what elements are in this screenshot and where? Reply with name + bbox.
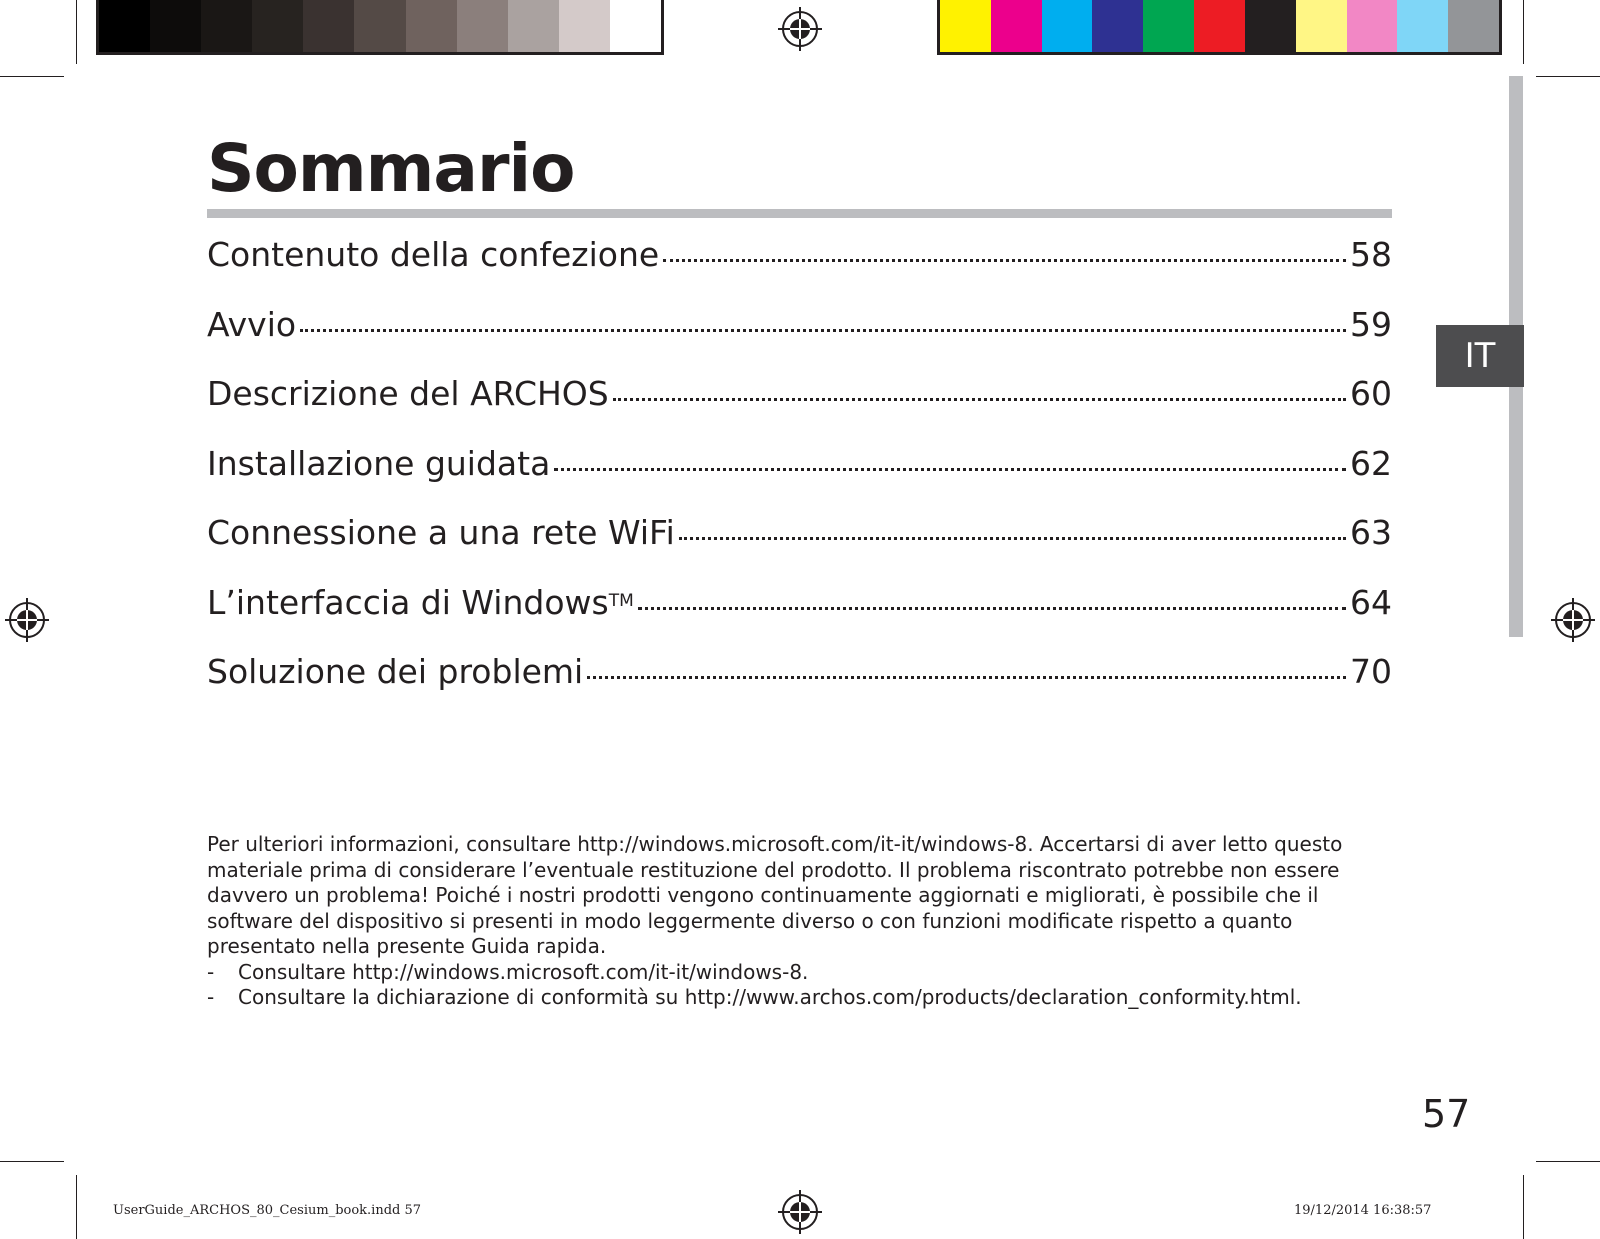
toc-entry — [207, 439, 1392, 509]
page-number: 57 — [1422, 1092, 1471, 1136]
toc-entry-page: 64 — [1350, 582, 1392, 622]
language-tab: IT — [1436, 325, 1524, 387]
gray-swatch — [303, 0, 354, 52]
crop-mark — [0, 76, 64, 77]
info-bullet-text: Consultare la dichiarazione di conformità su http://www.archos.com/products/declaration_conformity.html. — [238, 985, 1302, 1009]
color-swatch — [1092, 0, 1143, 52]
registration-mark-icon — [778, 1190, 822, 1234]
crop-mark — [76, 1175, 77, 1239]
toc-entry-page: 60 — [1350, 374, 1392, 413]
table-of-contents — [207, 230, 1392, 717]
crop-mark — [1523, 0, 1524, 64]
toc-entry — [207, 300, 1392, 370]
gray-swatch — [354, 0, 405, 52]
color-swatch — [1448, 0, 1499, 52]
gray-swatch — [457, 0, 508, 52]
crop-mark — [1536, 76, 1600, 77]
toc-entry-label: Installazione guidata — [207, 443, 551, 483]
toc-entry-page: 62 — [1350, 443, 1392, 483]
gray-swatch — [201, 0, 252, 52]
color-swatch — [1245, 0, 1296, 52]
info-block — [207, 832, 1392, 1011]
toc-entry-page: 63 — [1350, 513, 1392, 552]
crop-mark — [1523, 1175, 1524, 1239]
color-swatch — [1397, 0, 1448, 52]
toc-leader-dots — [554, 468, 1346, 471]
toc-entry-label: Connessione a una rete WiFi — [207, 513, 675, 552]
info-paragraph: Per ulteriori informazioni, consultare http://windows.microsoft.com/it-it/windows-8. Accertarsi di aver letto questo materiale prima di considerare l’eventuale restituzione del prodotto. Il problema riscontrato potrebbe non essere davvero un problema! Poiché i nostri prodotti vengono continuamente aggiornati e migliorati, è possibile che il software del dispositivo si presenti in modo leggermente diverso o con funzioni modificate rispetto a quanto presentato nella presente Guida rapida. — [207, 832, 1343, 958]
toc-leader-dots — [679, 537, 1346, 540]
gray-swatch — [150, 0, 201, 52]
color-swatch — [1143, 0, 1194, 52]
toc-entry-page: 58 — [1350, 235, 1392, 274]
crop-mark — [76, 0, 77, 64]
registration-mark-icon — [1551, 598, 1595, 642]
toc-leader-dots — [587, 676, 1346, 679]
color-swatch — [1296, 0, 1347, 52]
gray-swatch — [252, 0, 303, 52]
color-swatch — [940, 0, 991, 52]
crop-mark — [1536, 1161, 1600, 1162]
footer-file-slug: UserGuide_ARCHOS_80_Cesium_book.indd 57 — [113, 1203, 422, 1218]
gray-color-bar — [96, 0, 664, 55]
gray-swatch — [99, 0, 150, 52]
trademark-superscript: TM — [608, 590, 634, 611]
toc-entry-page: 70 — [1350, 652, 1392, 691]
color-swatch — [1347, 0, 1398, 52]
crop-mark — [0, 1161, 64, 1162]
toc-entry-label-text: L’interfaccia di Windows — [207, 582, 609, 622]
bullet-dash: - — [207, 959, 215, 984]
page-title: Sommario — [207, 130, 575, 207]
toc-leader-dots — [638, 607, 1346, 610]
process-color-bar — [937, 0, 1502, 55]
toc-entry-page: 59 — [1350, 304, 1392, 344]
footer-datetime-slug: 19/12/2014 16:38:57 — [1294, 1203, 1432, 1218]
info-bullet — [207, 985, 1392, 1011]
gray-swatch — [610, 0, 661, 52]
toc-entry-label: Descrizione del ARCHOS — [207, 374, 609, 413]
info-bullet — [207, 960, 1392, 986]
title-rule — [207, 209, 1392, 218]
toc-entry — [207, 578, 1392, 648]
toc-entry — [207, 647, 1392, 717]
toc-entry — [207, 230, 1392, 300]
toc-entry-label: Avvio — [207, 304, 297, 344]
toc-entry-label: Contenuto della confezione — [207, 235, 660, 274]
toc-entry-label: Soluzione dei problemi — [207, 652, 584, 691]
toc-entry-label — [207, 578, 634, 628]
toc-entry — [207, 508, 1392, 578]
color-swatch — [1042, 0, 1093, 52]
gray-swatch — [508, 0, 559, 52]
registration-mark-icon — [5, 598, 49, 642]
color-swatch — [991, 0, 1042, 52]
registration-mark-icon — [778, 7, 822, 51]
toc-leader-dots — [613, 398, 1346, 401]
toc-entry — [207, 369, 1392, 439]
gray-swatch — [559, 0, 610, 52]
info-bullet-text: Consultare http://windows.microsoft.com/it-it/windows-8. — [238, 959, 809, 984]
toc-leader-dots — [663, 259, 1346, 262]
gray-swatch — [406, 0, 457, 52]
toc-leader-dots — [300, 329, 1346, 332]
color-swatch — [1194, 0, 1245, 52]
bullet-dash: - — [207, 985, 215, 1009]
